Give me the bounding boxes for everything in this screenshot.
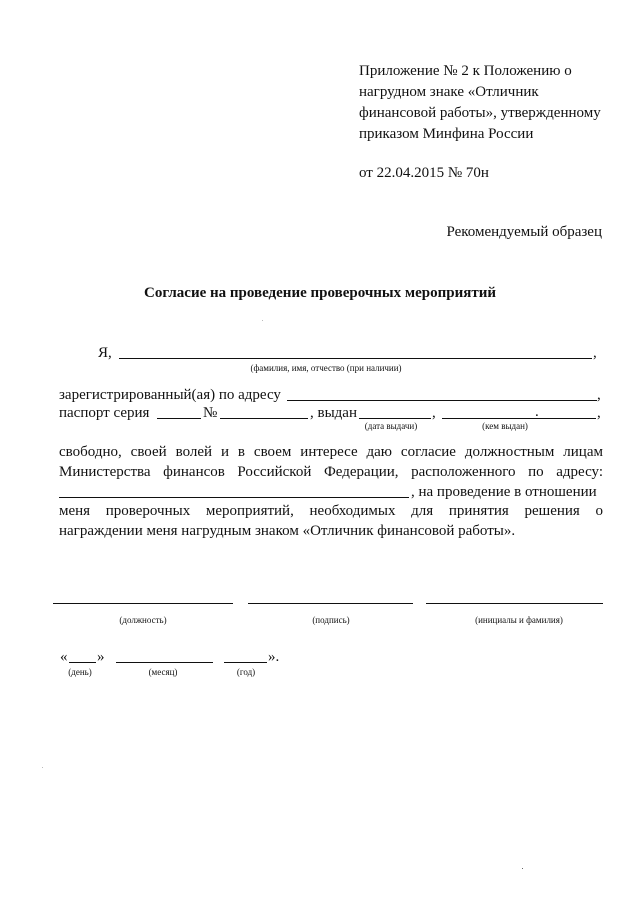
consent-line: награждении меня нагрудным знаком «Отличник финансовой работы».: [59, 522, 516, 539]
consent-line: свободно, своей волей и в своем интересе даю согласие должностным лицам: [59, 444, 603, 460]
day-caption: (день): [68, 667, 92, 677]
appendix-line: нагрудном знаке «Отличник: [359, 84, 539, 100]
document-title: Согласие на проведение проверочных мероприятий: [143, 285, 496, 301]
position-caption: (должность): [119, 615, 167, 625]
fio-comma: ,: [593, 345, 597, 361]
issued-comma: ,: [432, 405, 436, 421]
date-open-quote: «: [60, 649, 68, 665]
issued-by-caption: (кем выдан): [482, 421, 528, 431]
i-label: Я,: [98, 345, 112, 361]
consent-line-tail: , на проведение в отношении: [411, 484, 597, 500]
scan-speck: [262, 320, 263, 321]
passport-number-field[interactable]: [220, 418, 308, 419]
address-field[interactable]: [287, 400, 597, 401]
ministry-address-field[interactable]: [59, 497, 409, 498]
year-field[interactable]: [224, 662, 267, 663]
registered-label: зарегистрированный(ая) по адресу: [59, 387, 281, 403]
passport-series-field[interactable]: [157, 418, 201, 419]
signature-caption: (подпись): [312, 615, 350, 625]
month-field[interactable]: [116, 662, 213, 663]
issued-by-field[interactable]: [442, 418, 596, 419]
appendix-line: Приложение № 2 к Положению о: [359, 63, 572, 79]
passport-number-label: №: [203, 405, 218, 421]
month-caption: (месяц): [148, 667, 178, 677]
consent-line: меня проверочных мероприятий, необходимых для принятия решения о: [59, 503, 603, 519]
date-close-quote: »: [97, 649, 105, 665]
scan-speck: [522, 868, 523, 869]
passport-end-comma: ,: [597, 405, 601, 421]
name-field[interactable]: [426, 603, 603, 604]
day-field[interactable]: [69, 662, 96, 663]
name-caption: (инициалы и фамилия): [475, 615, 563, 625]
issued-dot: .: [535, 404, 539, 420]
issue-date-caption: (дата выдачи): [364, 421, 418, 431]
position-field[interactable]: [53, 603, 233, 604]
signature-field[interactable]: [248, 603, 413, 604]
registered-comma: ,: [597, 387, 601, 403]
consent-paragraph-bottom: [59, 502, 603, 541]
appendix-line: приказом Минфина России: [359, 126, 534, 142]
date-end: ».: [268, 649, 280, 665]
consent-line: Министерства финансов Российской Федерации, расположенного по адресу:: [59, 463, 603, 480]
recommended-sample-label: Рекомендуемый образец: [446, 224, 602, 240]
scan-speck: [42, 767, 43, 768]
appendix-reference: [359, 61, 609, 145]
year-caption: (год): [236, 667, 256, 677]
passport-series-label: паспорт серия: [59, 405, 150, 421]
issued-label: , выдан: [310, 405, 357, 421]
fio-caption: (фамилия, имя, отчество (при наличии): [250, 363, 402, 373]
appendix-line: финансовой работы», утвержденному: [359, 105, 601, 121]
consent-paragraph-top: [59, 443, 603, 482]
appendix-date: от 22.04.2015 № 70н: [359, 165, 489, 181]
issue-date-field[interactable]: [359, 418, 431, 419]
fio-field[interactable]: [119, 358, 592, 359]
